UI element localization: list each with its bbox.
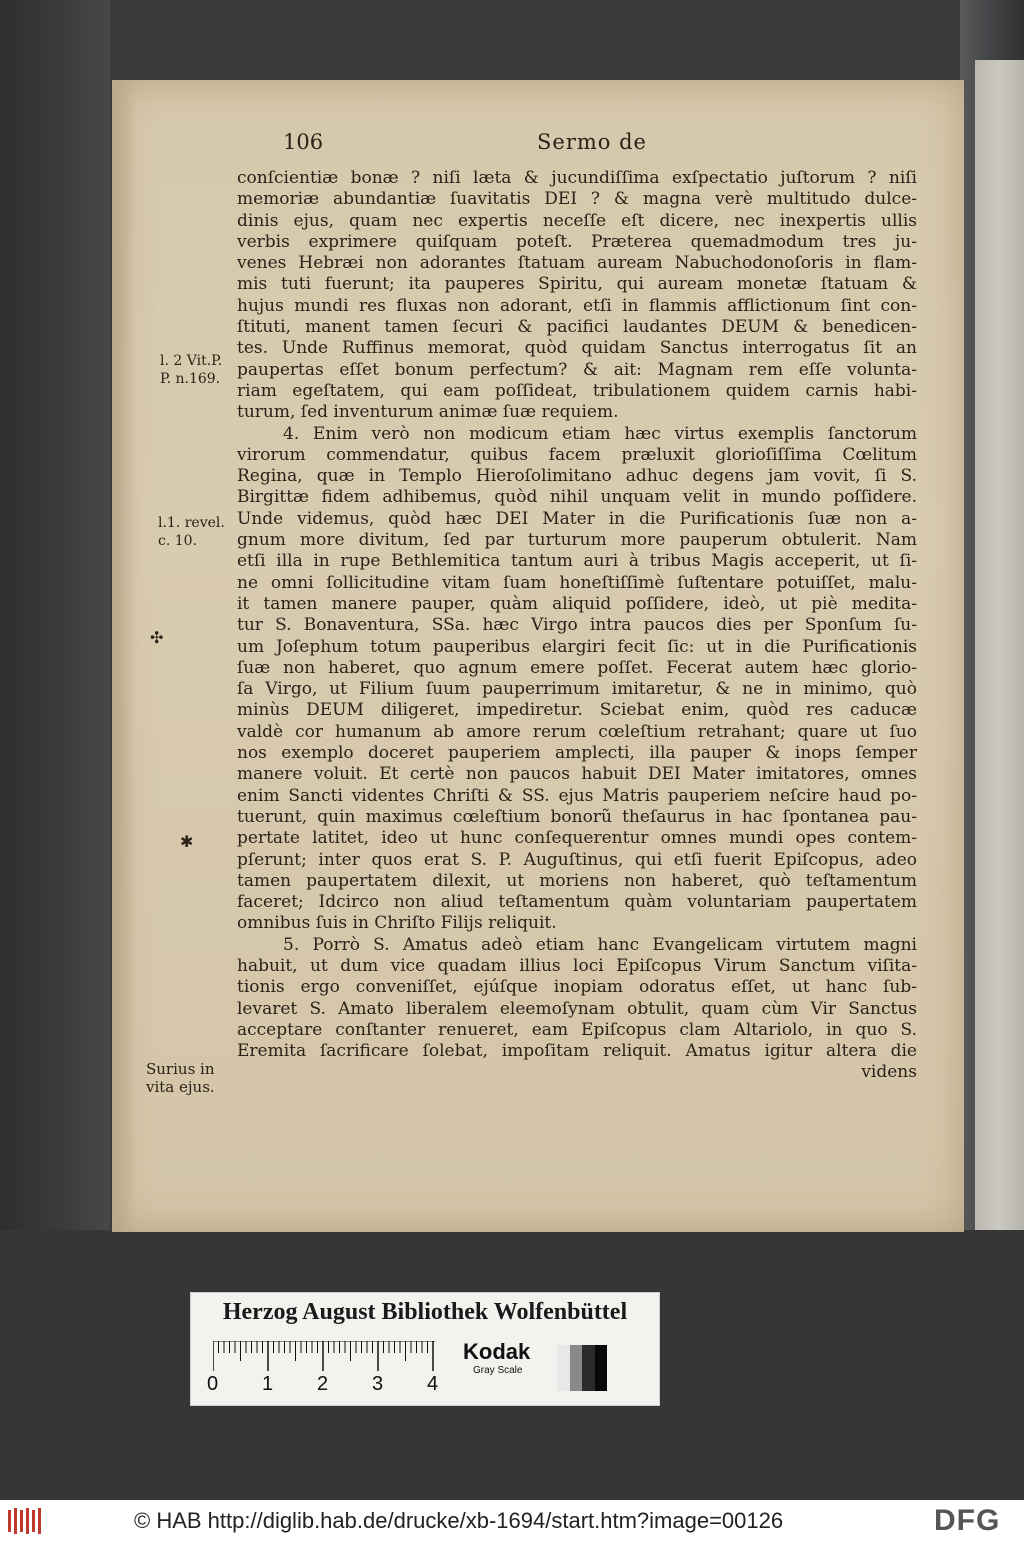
scale-number: 3 [372,1373,384,1395]
text-line: Regina, quæ in Templo Hieroſolimitano adhuc degens jam vovit, ſi S. [237,466,917,487]
scale-number: 0 [207,1373,219,1395]
scale-number: 4 [427,1373,439,1395]
text-line: valdè cor humanum ab amore rerum cœleſtium retrahant; quare ut ſuo [237,721,917,742]
margin-note-vitae-patrum [160,352,222,388]
adjacent-page-edge [975,60,1024,1260]
kodak-brand: Kodak [463,1339,531,1364]
page-header [283,130,663,160]
text-line: tes. Unde Ruffinus memorat, quòd quidam Sanctus interrogatus ſit an [237,338,917,359]
text-line: enim Sancti videntes Chriſti & SS. ejus Matris pauperiem neſcire haud po- [237,785,917,806]
text-line: riam egeſtatem, qui eam poſſideat, tribulationem quidem carnis habi- [237,380,917,401]
text-line: virorum commendatur, quibus facem præluxit glorioſiſſima Cœlitum [237,444,917,465]
text-line: omnibus ſuis in Chriſto Filijs reliquit. [237,913,557,934]
paragraph-start: 4. Enim verò non modicum etiam hæc virtus exemplis ſanctorum [283,423,917,444]
text-line: acceptare conſtanter renueret, eam Epiſcopus clam Altariolo, in quo S. [237,1019,917,1040]
dfg-logo: DFG [934,1504,1001,1537]
footer-source-link[interactable]: © HAB http://diglib.hab.de/drucke/xb-1694/start.htm?image=00126 [134,1508,784,1533]
text-line: it tamen manere pauper, quàm aliquid poſſidere, ideò, ut piè medita- [237,593,917,614]
margin-note-line: Surius in [146,1060,215,1078]
text-line: minùs DEUM diligeret, impediretur. Sciebat enim, quòd res caducæ [237,700,917,721]
text-line: venes Hebræi non adorantes ſtatuam auream Nabuchodonoſoris in flam- [237,253,917,274]
margin-mark-dagger: ✣ [150,628,164,647]
text-line: Unde videmus, quòd hæc DEI Mater in die Purificationis ſuæ non a- [237,508,917,529]
text-line: um Joſephum totum pauperibus elargiri fecit ſic: ut in die Purificationis [237,636,917,657]
text-line: ſuæ non haberet, quo agnum emere poſſet. Fecerat autem hæc glorio- [237,657,917,678]
footer-bar [0,1500,1024,1541]
gray-scale-swatch [557,1345,607,1391]
text-line: gnum more divitum, ſed par turturum more pauperum obtulerit. Nam [237,530,917,551]
text-line: memoriæ abundantiæ ſuavitatis DEI ? & magna verè multitudo dulce- [237,189,917,210]
margin-note-line: vita ejus. [146,1078,215,1096]
text-line: nos exemplo doceret pauperiem amplecti, illa pauper & inops ſemper [237,743,917,764]
text-line: tuerunt, quin maximus cœleſtium bonorũ theſaurus in hac ſpontanea pau- [237,806,917,827]
margin-note-revelationes [158,514,225,550]
margin-note-line: l.1. revel. [158,515,225,531]
text-line: turum, ſed inventurum animæ ſuæ requiem. [237,402,619,423]
text-line: habuit, ut dum vice quadam illius loci Epiſcopus Virum Sanctum viſita- [237,955,917,976]
scale-number: 1 [262,1373,274,1395]
margin-note-line: P. n.169. [160,371,221,387]
margin-note-line: c. 10. [158,533,198,549]
text-line: ſtituti, manent tamen ſecuri & pacifici laudantes DEUM & benedicen- [237,317,917,338]
margin-note-line: l. 2 Vit.P. [160,353,223,369]
text-line: tionis ergo conveniſſet, ejúſque inopiam odoratus eſſet, ut hanc ſub- [237,977,917,998]
kodak-gray-scale: Gray Scale [473,1365,523,1376]
scale-number: 2 [317,1373,329,1395]
text-line: mis tuti fuerunt; ita pauperes Spiritu, qui auream monetæ ſtatuam & [237,274,917,295]
text-line: Birgittæ fidem adhibemus, quòd nihil unquam velit in mundo poſſidere. [237,487,917,508]
text-line: tamen paupertatem dilexit, ut moriens non haberet, quò teſtamentum [237,870,917,891]
text-line: paupertas eſſet bonum perfectum? & ait: Magnam rem eſſe volunta- [237,359,917,380]
text-line: pſerunt; inter quos erat S. P. Auguſtinus, qui etſi fuerit Epiſcopus, adeo [237,849,917,870]
text-line: Eremita ſacrificare ſolebat, impoſitam reliquit. Amatus igitur altera die [237,1041,917,1062]
text-line: dinis ejus, quam nec expertis neceſſe eſt dicere, nec inexpertis ullis [237,210,917,231]
text-line: verbis exprimere quiſquam poteſt. Præterea quemadmodum tres ju- [237,231,917,252]
hab-logo-icon [6,1506,46,1536]
page-gutter-shadow [112,80,136,1232]
body-text [237,168,917,1084]
margin-note-surius [146,1060,215,1096]
scale-ruler-icon [213,1341,435,1371]
library-name: Herzog August Bibliothek Wolfenbüttel [222,1299,628,1325]
text-line: conſcientiæ bonæ ? niſi læta & jucundiſſima exſpectatio juſtorum ? niſi [237,168,917,188]
text-line: levaret S. Amato liberalem eleemoſynam obtulit, quam cùm Vir Sanctus [237,998,917,1019]
paragraph-start: 5. Porrò S. Amatus adeò etiam hanc Evangelicam virtutem magni [283,934,917,955]
text-line: ne omni ſollicitudine vitam ſuam honeſtiſſimè ſuſtentare potuiſſet, malu- [237,572,917,593]
text-line: manere voluit. Et certè non paucos habuit DEI Mater imitatores, omnes [237,764,917,785]
text-line: etſi illa in rupe Bethlemitica tantum auri à tribus Magis acceperit, ut ſi- [237,551,917,572]
text-line: hujus mundi res fluxas non adorant, etſi in flammis afflictionum ſint con- [237,295,917,316]
running-title: Sermo de [537,130,647,154]
text-line: ſa Virgo, ut Filium ſuum pauperrimum imitaretur, & ne in minimo, quò [237,679,917,700]
margin-mark-asterisk: ✱ [180,832,194,851]
catchword: videns [861,1062,917,1083]
page-number: 106 [283,130,324,154]
text-line: pertate latitet, ideo ut hunc conſequerentur omnes mundi opes contem- [237,828,917,849]
library-label [190,1292,660,1406]
text-line: faceret; Idcirco non aliud teſtamentum quàm voluntariam paupertatem [237,892,917,913]
scale-numbers [205,1373,455,1399]
text-line: tur S. Bonaventura, SSa. hæc Virgo intra paucos dies per Sponſum ſu- [237,615,917,636]
